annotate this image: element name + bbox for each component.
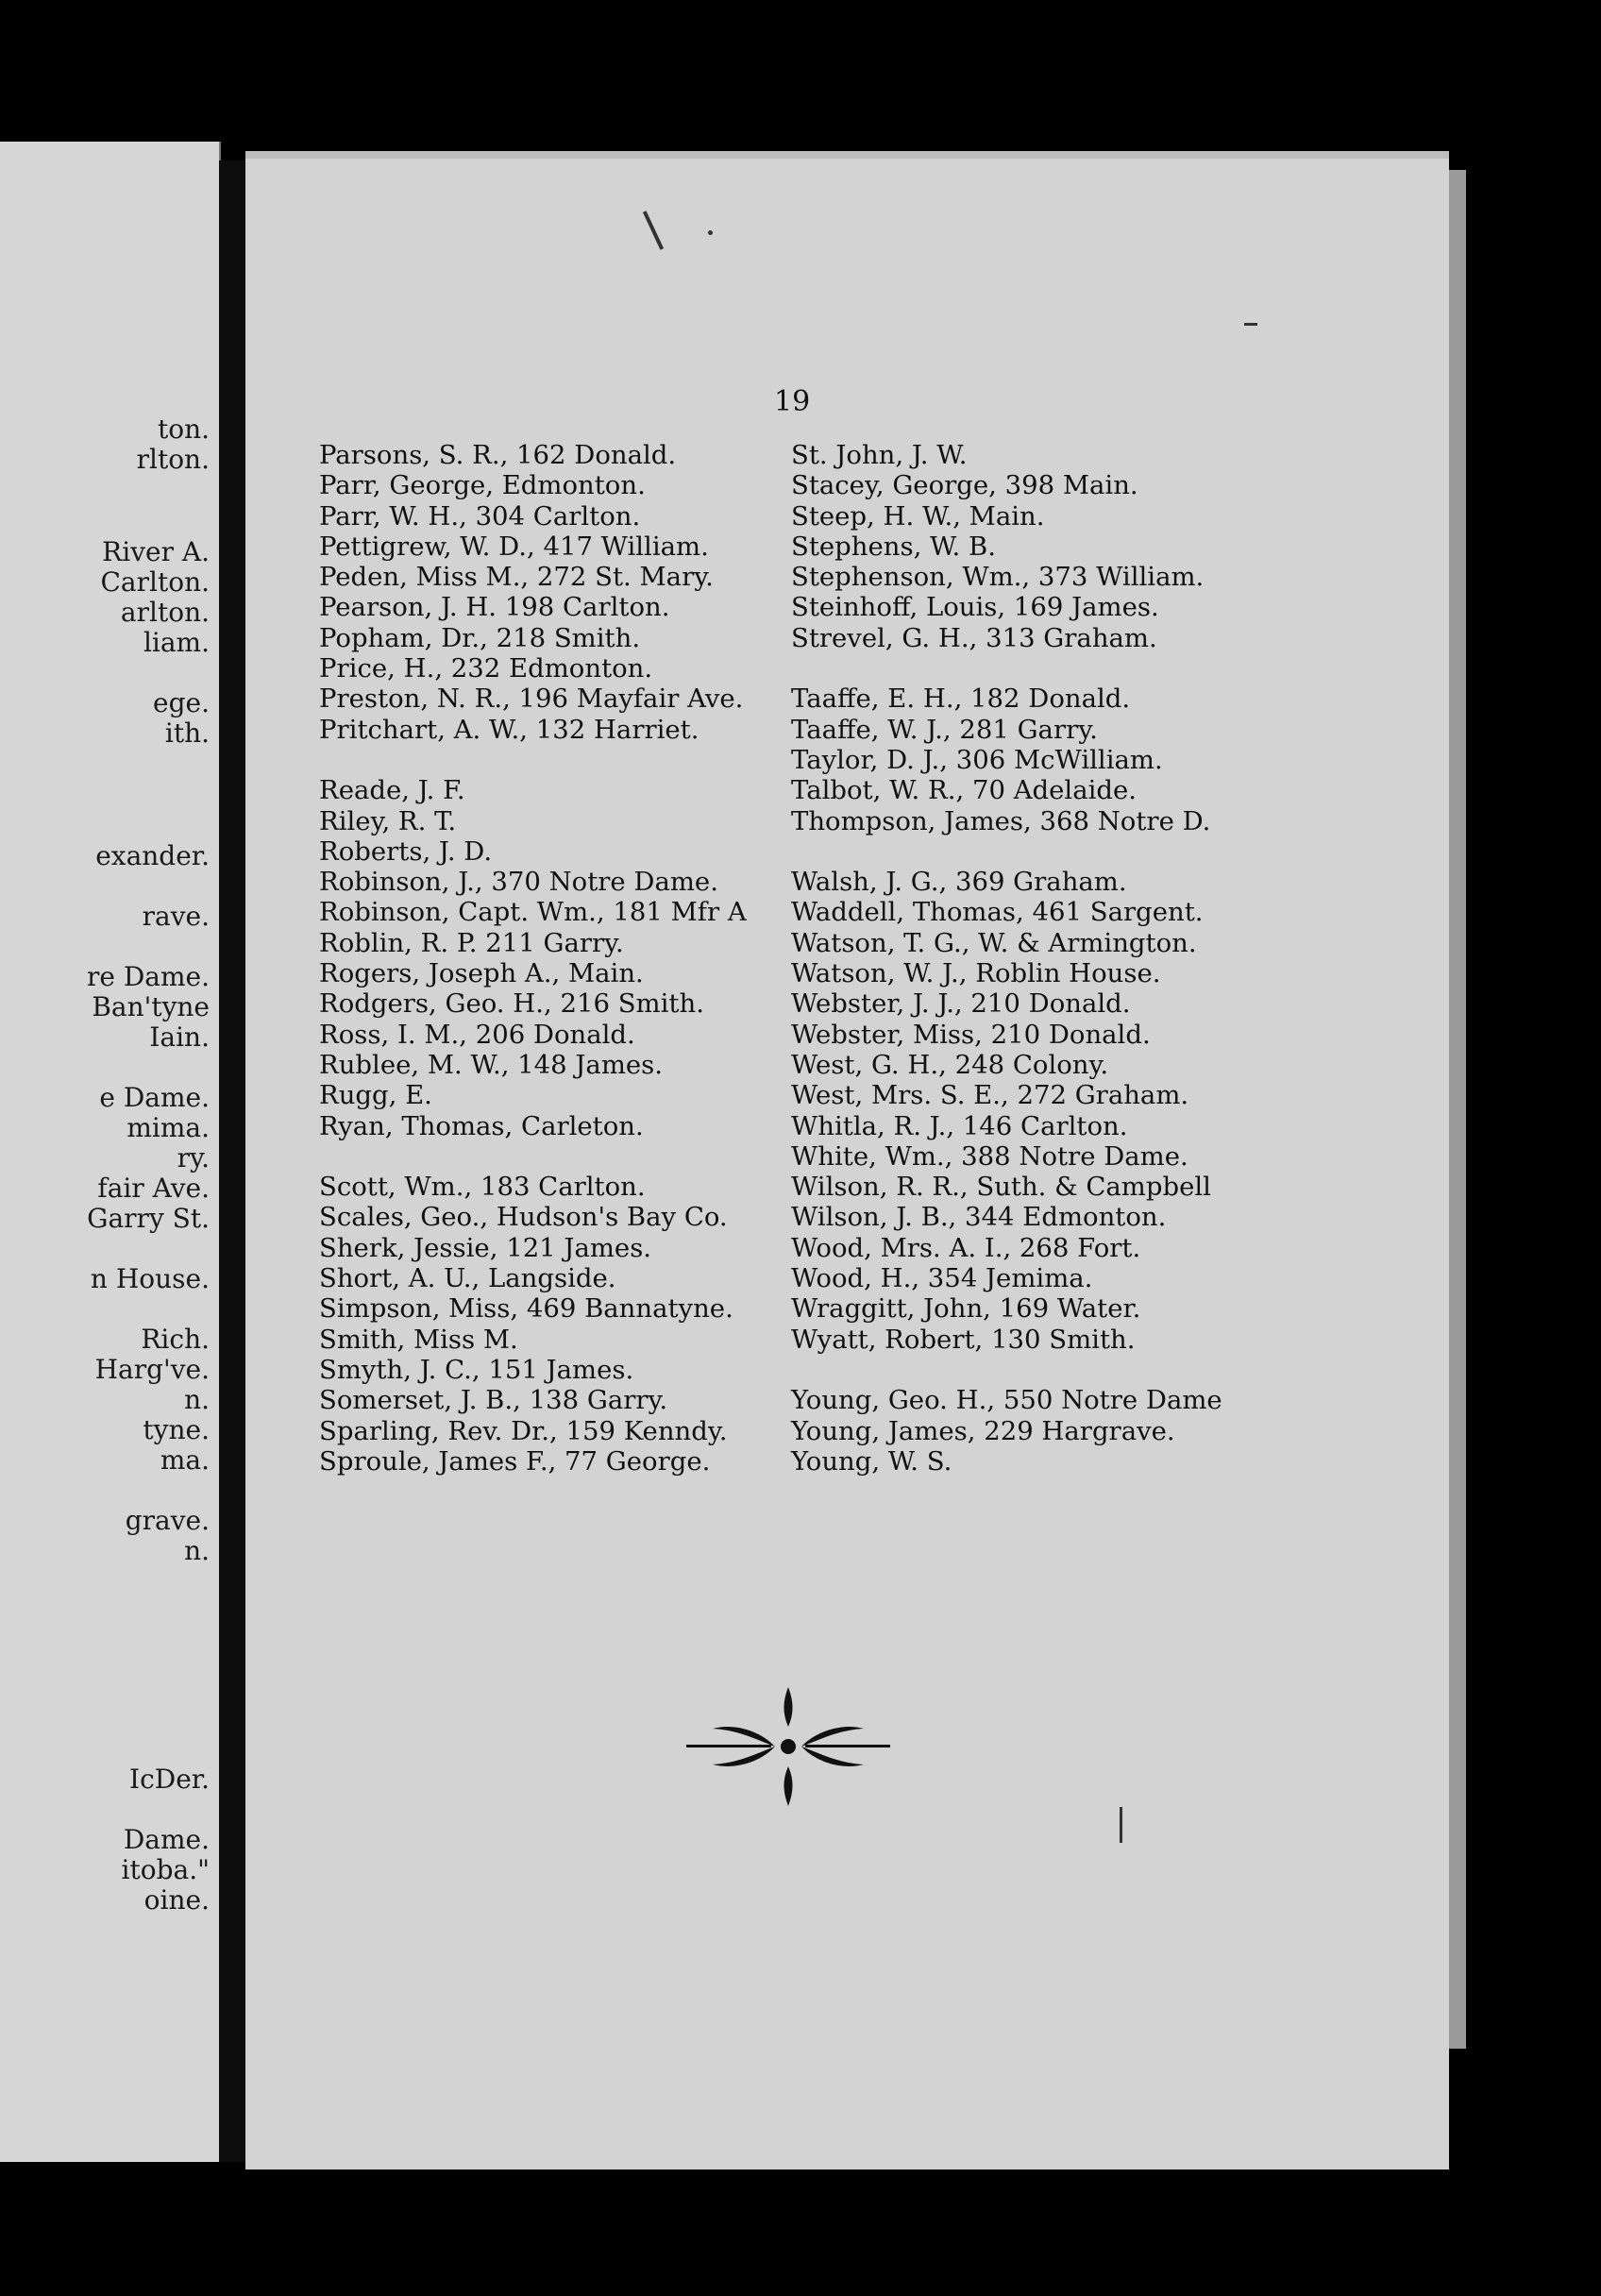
directory-entry: St. John, J. W. <box>791 440 968 470</box>
directory-entry: West, G. H., 248 Colony. <box>791 1049 1109 1080</box>
directory-entry: Somerset, J. B., 138 Garry. <box>319 1385 668 1416</box>
left-fragment: Garry St. <box>87 1203 210 1234</box>
directory-entry: Wood, H., 354 Jemima. <box>791 1263 1093 1294</box>
left-fragment: Carlton. <box>100 566 210 598</box>
left-fragment: e Dame. <box>99 1082 210 1113</box>
directory-entry: Stacey, George, 398 Main. <box>791 470 1138 501</box>
directory-entry: Watson, W. J., Roblin House. <box>791 958 1161 989</box>
directory-entry: Webster, Miss, 210 Donald. <box>791 1019 1151 1050</box>
left-fragment: n. <box>184 1384 210 1415</box>
left-fragment: Harg've. <box>94 1354 210 1385</box>
left-fragment: ma. <box>160 1444 210 1476</box>
left-fragment: ton. <box>157 414 210 445</box>
directory-entry: Young, W. S. <box>791 1445 952 1477</box>
directory-entry: Young, James, 229 Hargrave. <box>791 1415 1175 1446</box>
directory-entry: West, Mrs. S. E., 272 Graham. <box>791 1080 1189 1111</box>
directory-entry: White, Wm., 388 Notre Dame. <box>791 1140 1188 1172</box>
left-fragment: exander. <box>95 840 210 871</box>
directory-entry: Wraggitt, John, 169 Water. <box>791 1293 1141 1325</box>
section-gap <box>791 836 1222 867</box>
directory-entry: Webster, J. J., 210 Donald. <box>791 988 1131 1020</box>
directory-entry: Short, A. U., Langside. <box>319 1263 616 1294</box>
directory-entry: Wilson, R. R., Suth. & Campbell <box>791 1172 1211 1203</box>
directory-entry: Wilson, J. B., 344 Edmonton. <box>791 1202 1167 1233</box>
left-fragment: liam. <box>143 627 210 658</box>
left-fragment: n House. <box>90 1263 210 1294</box>
directory-entry: Ryan, Thomas, Carleton. <box>319 1110 644 1141</box>
directory-entry: Smyth, J. C., 151 James. <box>319 1354 634 1385</box>
directory-entry: Smith, Miss M. <box>319 1324 518 1355</box>
directory-entry: Pettigrew, W. D., 417 William. <box>319 531 709 562</box>
page-edge <box>1449 170 1466 2049</box>
left-fragment: ith. <box>164 718 210 749</box>
directory-entry: Robinson, Capt. Wm., 181 Mfr A <box>319 897 747 928</box>
directory-column-left <box>319 440 747 1477</box>
left-fragment: arlton. <box>120 597 210 628</box>
left-fragment: n. <box>184 1535 210 1566</box>
left-fragment: Ban'tyne <box>92 991 210 1022</box>
directory-entry: Stephenson, Wm., 373 William. <box>791 562 1205 593</box>
directory-entry: Ross, I. M., 206 Donald. <box>319 1019 635 1050</box>
directory-entry: Wyatt, Robert, 130 Smith. <box>791 1324 1136 1355</box>
book-spine <box>219 160 245 2162</box>
directory-entry: Simpson, Miss, 469 Bannatyne. <box>319 1293 733 1325</box>
directory-entry: Taaffe, E. H., 182 Donald. <box>791 684 1131 715</box>
directory-entry: Rogers, Joseph A., Main. <box>319 958 644 989</box>
directory-entry: Sparling, Rev. Dr., 159 Kenndy. <box>319 1415 728 1446</box>
directory-entry: Watson, T. G., W. & Armington. <box>791 927 1197 958</box>
left-fragment: mima. <box>126 1112 210 1143</box>
directory-entry: Taylor, D. J., 306 McWilliam. <box>791 744 1163 775</box>
directory-entry: Talbot, W. R., 70 Adelaide. <box>791 775 1138 806</box>
left-fragment: itoba." <box>121 1854 210 1885</box>
directory-entry: Price, H., 232 Edmonton. <box>319 653 653 684</box>
directory-entry: Roblin, R. P. 211 Garry. <box>319 927 624 958</box>
left-fragment: ege. <box>153 687 210 718</box>
directory-entry: Strevel, G. H., 313 Graham. <box>791 622 1157 653</box>
ink-speck <box>708 230 713 235</box>
directory-entry: Walsh, J. G., 369 Graham. <box>791 867 1127 898</box>
directory-entry: Popham, Dr., 218 Smith. <box>319 622 641 653</box>
left-fragment: oine. <box>143 1884 210 1916</box>
directory-entry: Taaffe, W. J., 281 Garry. <box>791 714 1098 745</box>
directory-entry: Parr, George, Edmonton. <box>319 470 646 501</box>
directory-entry: Reade, J. F. <box>319 775 465 806</box>
directory-entry: Peden, Miss M., 272 St. Mary. <box>319 562 714 593</box>
left-fragment: Rich. <box>141 1324 210 1355</box>
left-fragment: rave. <box>142 901 210 932</box>
directory-entry: Parsons, S. R., 162 Donald. <box>319 440 677 470</box>
left-fragment: grave. <box>125 1505 210 1536</box>
directory-entry: Rugg, E. <box>319 1080 432 1111</box>
left-fragment: re Dame. <box>86 961 210 992</box>
directory-entry: Steinhoff, Louis, 169 James. <box>791 592 1159 623</box>
page-number: 19 <box>774 385 811 418</box>
directory-entry: Riley, R. T. <box>319 805 457 836</box>
directory-entry: Pearson, J. H. 198 Carlton. <box>319 592 670 623</box>
directory-column-right <box>791 440 1222 1477</box>
directory-entry: Scales, Geo., Hudson's Bay Co. <box>319 1202 728 1233</box>
decorative-ornament-icon <box>684 1685 892 1808</box>
left-fragment: Dame. <box>123 1824 210 1855</box>
directory-entry: Stephens, W. B. <box>791 531 996 562</box>
directory-entry: Thompson, James, 368 Notre D. <box>791 805 1211 836</box>
left-fragment: River A. <box>102 536 210 567</box>
left-fragment: ry. <box>177 1142 210 1173</box>
directory-entry: Roberts, J. D. <box>319 836 493 867</box>
ink-speck <box>1120 1807 1122 1843</box>
directory-entry: Pritchart, A. W., 132 Harriet. <box>319 714 699 745</box>
directory-entry: Robinson, J., 370 Notre Dame. <box>319 867 718 898</box>
section-gap <box>791 1355 1222 1385</box>
directory-entry: Scott, Wm., 183 Carlton. <box>319 1172 646 1203</box>
directory-entry: Sproule, James F., 77 George. <box>319 1445 711 1477</box>
directory-entry: Wood, Mrs. A. I., 268 Fort. <box>791 1232 1141 1263</box>
directory-entry: Young, Geo. H., 550 Notre Dame <box>791 1385 1222 1416</box>
directory-entry: Whitla, R. J., 146 Carlton. <box>791 1110 1128 1141</box>
section-gap <box>319 1141 747 1172</box>
left-fragment: IcDer. <box>129 1764 210 1795</box>
directory-entry: Parr, W. H., 304 Carlton. <box>319 500 641 532</box>
directory-entry: Steep, H. W., Main. <box>791 500 1045 532</box>
directory-entry: Sherk, Jessie, 121 James. <box>319 1232 652 1263</box>
directory-entry: Rodgers, Geo. H., 216 Smith. <box>319 988 704 1020</box>
section-gap <box>319 745 747 775</box>
directory-entry: Preston, N. R., 196 Mayfair Ave. <box>319 684 744 715</box>
directory-entry: Waddell, Thomas, 461 Sargent. <box>791 897 1204 928</box>
section-gap <box>791 653 1222 684</box>
ink-speck <box>1244 323 1257 326</box>
left-fragment: tyne. <box>143 1414 210 1445</box>
left-fragment: rlton. <box>136 444 210 475</box>
directory-entry: Rublee, M. W., 148 James. <box>319 1049 664 1080</box>
left-page <box>0 142 221 2162</box>
left-fragment: Iain. <box>149 1021 210 1053</box>
left-fragment: fair Ave. <box>97 1173 210 1204</box>
